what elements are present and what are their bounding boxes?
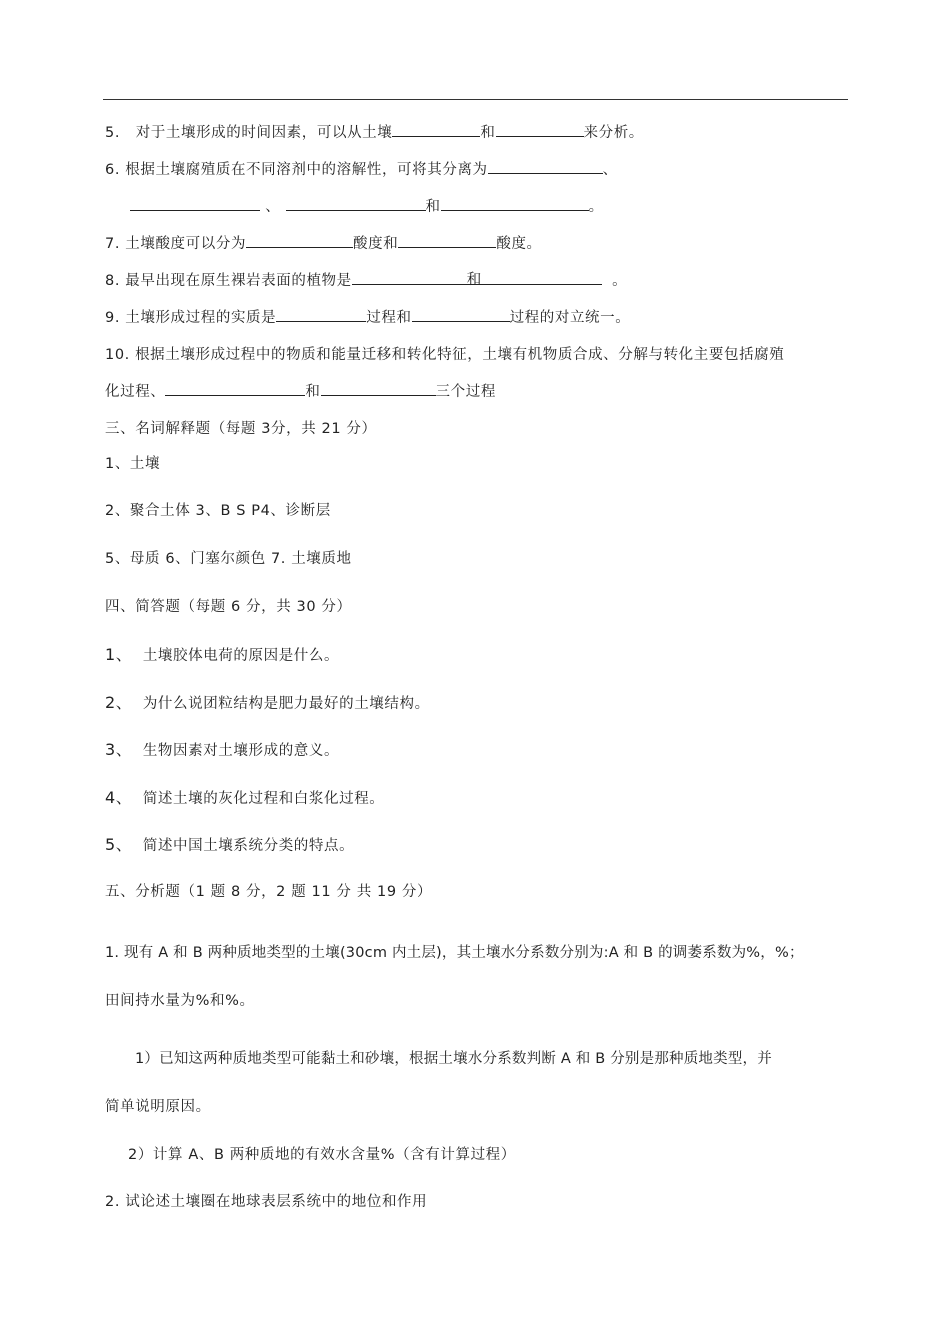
answer-blank[interactable] [496, 122, 584, 137]
short-answer-item: 5、 简述中国土壤系统分类的特点。 [105, 835, 355, 854]
answer-blank[interactable] [286, 196, 426, 211]
question-6: 6. 根据土壤腐殖质在不同溶剂中的溶解性，可将其分离为 、 [105, 158, 618, 179]
question-7: 7. 土壤酸度可以分为 酸度和 酸度。 [105, 232, 542, 253]
answer-blank[interactable] [321, 381, 436, 396]
answer-blank[interactable] [130, 196, 260, 211]
short-answer-item: 2、 为什么说团粒结构是肥力最好的土壤结构。 [105, 693, 430, 712]
analysis-q1: 1. 现有 A 和 B 两种质地类型的土壤(30cm 内土层)，其土壤水分系数分别为:A 和 B 的调萎系数为%，%； [105, 945, 804, 961]
answer-blank[interactable] [276, 307, 366, 322]
answer-blank[interactable] [488, 159, 603, 174]
answer-blank[interactable] [165, 381, 305, 396]
section-3-title: 三、名词解释题（每题 3分，共 21 分） [105, 421, 377, 437]
question-8: 8. 最早出现在原生裸岩表面的植物是 和 。 [105, 272, 628, 289]
answer-blank[interactable]: 和 [352, 270, 602, 285]
question-10-cont: 化过程、 和 三个过程 [105, 380, 496, 401]
answer-blank[interactable] [441, 196, 589, 211]
short-answer-item: 4、 简述土壤的灰化过程和白浆化过程。 [105, 788, 385, 807]
header-rule [103, 99, 848, 100]
term-item: 5、母质 6、门塞尔颜色 7. 土壤质地 [105, 551, 352, 567]
question-9: 9. 土壤形成过程的实质是 过程和 过程的对立统一。 [105, 306, 630, 327]
question-10: 10. 根据土壤形成过程中的物质和能量迁移和转化特征，土壤有机物质合成、分解与转化主要包括腐殖 [105, 347, 785, 363]
answer-blank[interactable] [246, 233, 353, 248]
question-5: 5. 对于土壤形成的时间因素，可以从土壤 和 来分析。 [105, 121, 644, 142]
analysis-q2: 2. 试论述土壤圈在地球表层系统中的地位和作用 [105, 1194, 428, 1210]
analysis-q1-sub2: 2）计算 A、B 两种质地的有效水含量%（含有计算过程） [128, 1147, 516, 1163]
term-item: 1、土壤 [105, 456, 161, 472]
analysis-q1-sub1: 1）已知这两种质地类型可能黏土和砂壤，根据土壤水分系数判断 A 和 B 分别是那种质地类型，并 [135, 1051, 772, 1067]
answer-blank[interactable] [398, 233, 496, 248]
analysis-q1-cont: 田间持水量为%和%。 [105, 993, 255, 1009]
term-item: 2、聚合土体 3、B S P4、诊断层 [105, 503, 331, 519]
analysis-q1-sub1-cont: 简单说明原因。 [105, 1099, 211, 1115]
answer-blank[interactable] [412, 307, 510, 322]
short-answer-item: 3、 生物因素对土壤形成的意义。 [105, 740, 340, 759]
section-4-title: 四、简答题（每题 6 分，共 30 分） [105, 599, 352, 615]
section-5-title: 五、分析题（1 题 8 分，2 题 11 分 共 19 分） [105, 884, 433, 900]
answer-blank[interactable] [392, 122, 480, 137]
short-answer-item: 1、 土壤胶体电荷的原因是什么。 [105, 645, 340, 664]
question-6-cont: 、 和 。 [130, 195, 604, 216]
question-number: 5. [105, 125, 121, 141]
